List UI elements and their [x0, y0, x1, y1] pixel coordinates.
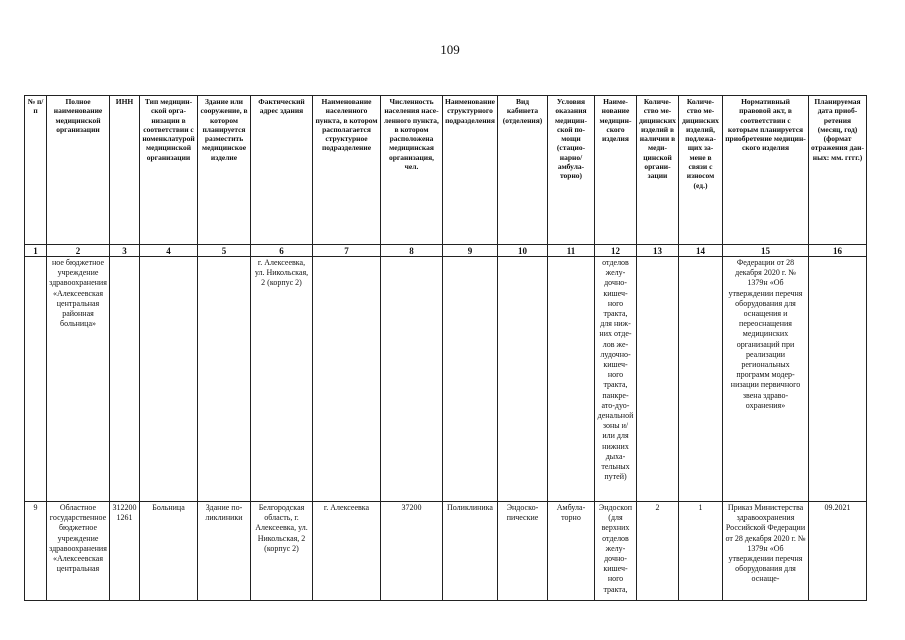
header-cell: Вид кабинета (отделения) [498, 96, 548, 245]
column-number: 8 [381, 245, 443, 257]
cell-devices-available [637, 257, 679, 502]
cell-planned-date [809, 257, 867, 502]
header-cell: Планируемая дата приобретения (месяц, год) (формат отражения данных: мм. гггг.) [809, 96, 867, 245]
cell-number [25, 257, 47, 502]
header-cell: Количество медицинских изделий, подлежащих замене в связи с износом (ед.) [679, 96, 723, 245]
cell-population: 37200 [381, 502, 443, 601]
cell-building: Здание поликлиники [198, 502, 251, 601]
cell-legal-act: Федерации от 28 декабря 2020 г. № 1379н «Об утверждении перечня оборудования для оснащения и переоснащения медицинских организаций при реализации региональных программ модернизации первичного звена здравоохранения» [723, 257, 809, 502]
cell-organization-name: Областное государственное бюджетное учреждение здравоохранения «Алексеевская центральная [47, 502, 110, 601]
column-number: 2 [47, 245, 110, 257]
header-cell: Тип медицинской организации в соответствии с номенклатурой медицинской организации [140, 96, 198, 245]
column-number: 13 [637, 245, 679, 257]
cell-settlement: г. Алексеевка [313, 502, 381, 601]
cell-division [443, 257, 498, 502]
cell-care-conditions: Амбулаторно [548, 502, 595, 601]
cell-devices-available: 2 [637, 502, 679, 601]
column-number: 16 [809, 245, 867, 257]
cell-population [381, 257, 443, 502]
header-cell: Фактический адрес здания [251, 96, 313, 245]
cell-address: Белгородская область, г. Алексеевка, ул. Никольская, 2 (корпус 2) [251, 502, 313, 601]
cell-device-name: Эндоскоп (для верхних отделов желудочно-кишечного тракта, [595, 502, 637, 601]
header-cell: Нормативный правовой акт, в соответствии с которым планируется приобретение медицинского изделия [723, 96, 809, 245]
header-cell: Наименование населенного пункта, в котором располагается структурное подразделение [313, 96, 381, 245]
table-row [25, 502, 867, 601]
column-number: 15 [723, 245, 809, 257]
cell-devices-to-replace [679, 257, 723, 502]
cell-building [198, 257, 251, 502]
cell-inn: 312200 1261 [110, 502, 140, 601]
column-number: 3 [110, 245, 140, 257]
column-number: 10 [498, 245, 548, 257]
equipment-table [24, 95, 867, 601]
column-number: 6 [251, 245, 313, 257]
column-number: 4 [140, 245, 198, 257]
header-cell: Полное наименование медицинской организации [47, 96, 110, 245]
cell-organization-type: Больница [140, 502, 198, 601]
table-row [25, 257, 867, 502]
cell-cabinet-type: Эндоскопические [498, 502, 548, 601]
column-number-row [25, 245, 867, 257]
header-cell: Наименование структурного подразделения [443, 96, 498, 245]
cell-inn [110, 257, 140, 502]
header-cell: № п/п [25, 96, 47, 245]
header-cell: Условия оказания медицинской помощи (стационарно/ амбулаторно) [548, 96, 595, 245]
header-row [25, 96, 867, 245]
cell-division: Поликлиника [443, 502, 498, 601]
cell-legal-act: Приказ Министерства здравоохранения Российской Федерации от 28 декабря 2020 г. № 1379н «Об утверждении перечня оборудования для оснаще- [723, 502, 809, 601]
header-cell: ИНН [110, 96, 140, 245]
header-cell: Количество медицинских изделий в наличии в медицинской организации [637, 96, 679, 245]
cell-address: г. Алексеевка, ул. Никольская, 2 (корпус 2) [251, 257, 313, 502]
cell-organization-type [140, 257, 198, 502]
cell-care-conditions [548, 257, 595, 502]
cell-device-name: отделов желудочно-кишечного тракта, для нижних отделов желудочно-кишечного тракта, панкреато-дуоденальной зоны и/или для нижних дыхательных путей) [595, 257, 637, 502]
page-number: 109 [440, 42, 460, 57]
column-number: 7 [313, 245, 381, 257]
cell-devices-to-replace: 1 [679, 502, 723, 601]
column-number: 11 [548, 245, 595, 257]
header-cell: Здание или сооружение, в котором планируется разместить медицинское изделие [198, 96, 251, 245]
cell-settlement [313, 257, 381, 502]
cell-organization-name: ное бюджетное учреждение здравоохранения «Алексеевская центральная районная больница» [47, 257, 110, 502]
cell-cabinet-type [498, 257, 548, 502]
column-number: 12 [595, 245, 637, 257]
column-number: 14 [679, 245, 723, 257]
column-number: 5 [198, 245, 251, 257]
cell-number: 9 [25, 502, 47, 601]
column-number: 9 [443, 245, 498, 257]
header-cell: Наименование медицинского изделия [595, 96, 637, 245]
cell-planned-date: 09.2021 [809, 502, 867, 601]
column-number: 1 [25, 245, 47, 257]
header-cell: Численность населения населенного пункта, в котором расположена медицинская организация, чел. [381, 96, 443, 245]
